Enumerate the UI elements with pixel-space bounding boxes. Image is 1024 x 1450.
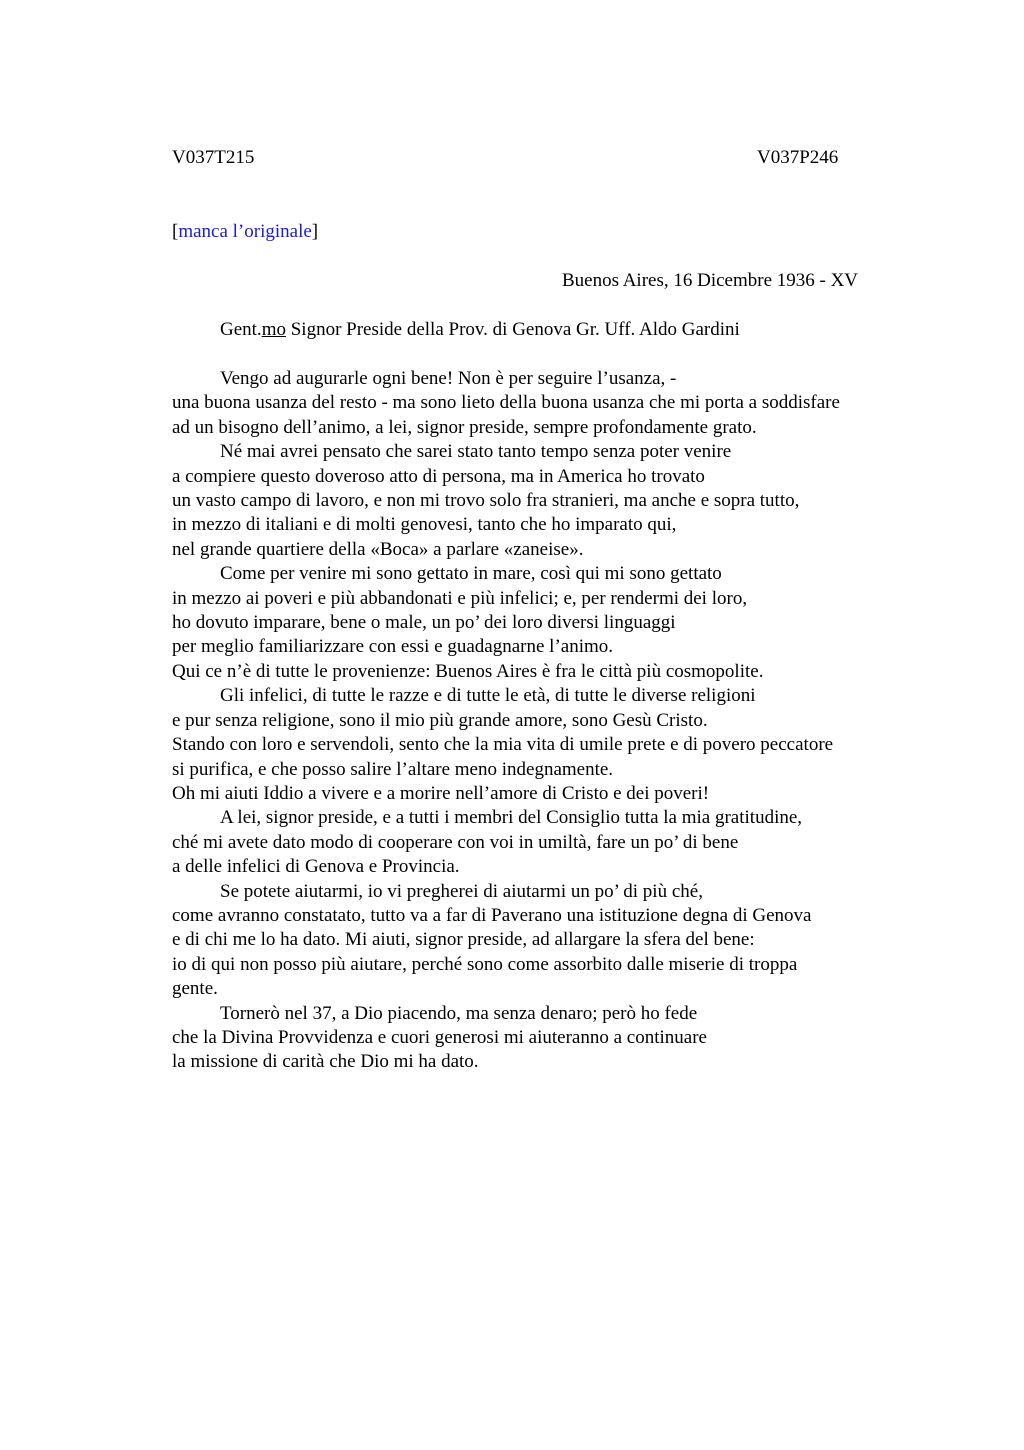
body-line: una buona usanza del resto - ma sono lieto della buona usanza che mi porta a soddisfare — [172, 392, 840, 414]
body-line: Gli infelici, di tutte le razze e di tutte le età, di tutte le diverse religioni — [220, 685, 756, 707]
body-line: Tornerò nel 37, a Dio piacendo, ma senza denaro; però ho fede — [220, 1002, 698, 1024]
body-line: per meglio familiarizzare con essi e guadagnarne l’animo. — [172, 636, 614, 658]
body-line: Qui ce n’è di tutte le provenienze: Buenos Aires è fra le città più cosmopolite. — [172, 660, 764, 682]
dateline: Buenos Aires, 16 Dicembre 1936 - XV — [562, 270, 859, 291]
body-line: a compiere questo doveroso atto di persona, ma in America ho trovato — [172, 465, 705, 487]
editorial-note — [172, 220, 318, 244]
body-line: in mezzo di italiani e di molti genovesi, tanto che ho imparato qui, — [172, 514, 677, 536]
document-code-right: V037P246 — [757, 147, 839, 168]
body-line: A lei, signor preside, e a tutti i membri del Consiglio tutta la mia gratitudine, — [220, 807, 803, 829]
body-line: a delle infelici di Genova e Provincia. — [172, 856, 460, 878]
note-bracket-close: ] — [311, 221, 319, 242]
body-line: Né mai avrei pensato che sarei stato tanto tempo senza poter venire — [220, 441, 732, 463]
body-line: Se potete aiutarmi, io vi pregherei di aiutarmi un po’ di più ché, — [220, 880, 703, 902]
salutation — [220, 318, 740, 342]
body-line: ché mi avete dato modo di cooperare con voi in umiltà, fare un po’ di bene — [172, 831, 739, 853]
note-bracket-open: [ — [172, 221, 179, 242]
body-line: gente. — [172, 978, 218, 1000]
body-line: nel grande quartiere della «Boca» a parlare «zaneise». — [172, 538, 584, 560]
body-line: e di chi me lo ha dato. Mi aiuti, signor preside, ad allargare la sfera del bene: — [172, 929, 755, 951]
body-line: Stando con loro e servendoli, sento che la mia vita di umile prete e di povero peccatore — [172, 734, 834, 756]
body-line: Come per venire mi sono gettato in mare, così qui mi sono gettato — [220, 563, 722, 585]
body-line: Vengo ad augurarle ogni bene! Non è per seguire l’usanza, - — [220, 368, 677, 389]
body-line: la missione di carità che Dio mi ha dato. — [172, 1051, 479, 1073]
body-line: e pur senza religione, sono il mio più grande amore, sono Gesù Cristo. — [172, 709, 708, 731]
missing-original-link[interactable]: manca l’originale — [178, 221, 312, 242]
body-line: come avranno constatato, tutto va a far di Paverano una istituzione degna di Genova — [172, 904, 812, 926]
body-line: Oh mi aiuti Iddio a vivere e a morire nell’amore di Cristo e dei poveri! — [172, 782, 710, 804]
salutation-rest: Signor Preside della Prov. di Genova Gr. Uff. Aldo Gardini — [285, 319, 740, 340]
body-line: si purifica, e che posso salire l’altare meno indegnamente. — [172, 758, 614, 780]
body-line: ho dovuto imparare, bene o male, un po’ dei loro diversi linguaggi — [172, 612, 676, 634]
body-line: che la Divina Provvidenza e cuori generosi mi aiuteranno a continuare — [172, 1026, 707, 1048]
body-line: un vasto campo di lavoro, e non mi trovo solo fra stranieri, ma anche e sopra tutto, — [172, 490, 800, 512]
body-line: in mezzo ai poveri e più abbandonati e più infelici; e, per rendermi dei loro, — [172, 587, 748, 609]
letter-body — [172, 367, 932, 1075]
salutation-prefix: Gent. — [220, 319, 262, 340]
salutation-abbreviation: mo — [261, 319, 286, 340]
body-line: io di qui non posso più aiutare, perché sono come assorbito dalle miserie di troppa — [172, 953, 798, 975]
body-line: ad un bisogno dell’animo, a lei, signor preside, sempre profondamente grato. — [172, 416, 757, 438]
document-code-left: V037T215 — [172, 147, 255, 168]
